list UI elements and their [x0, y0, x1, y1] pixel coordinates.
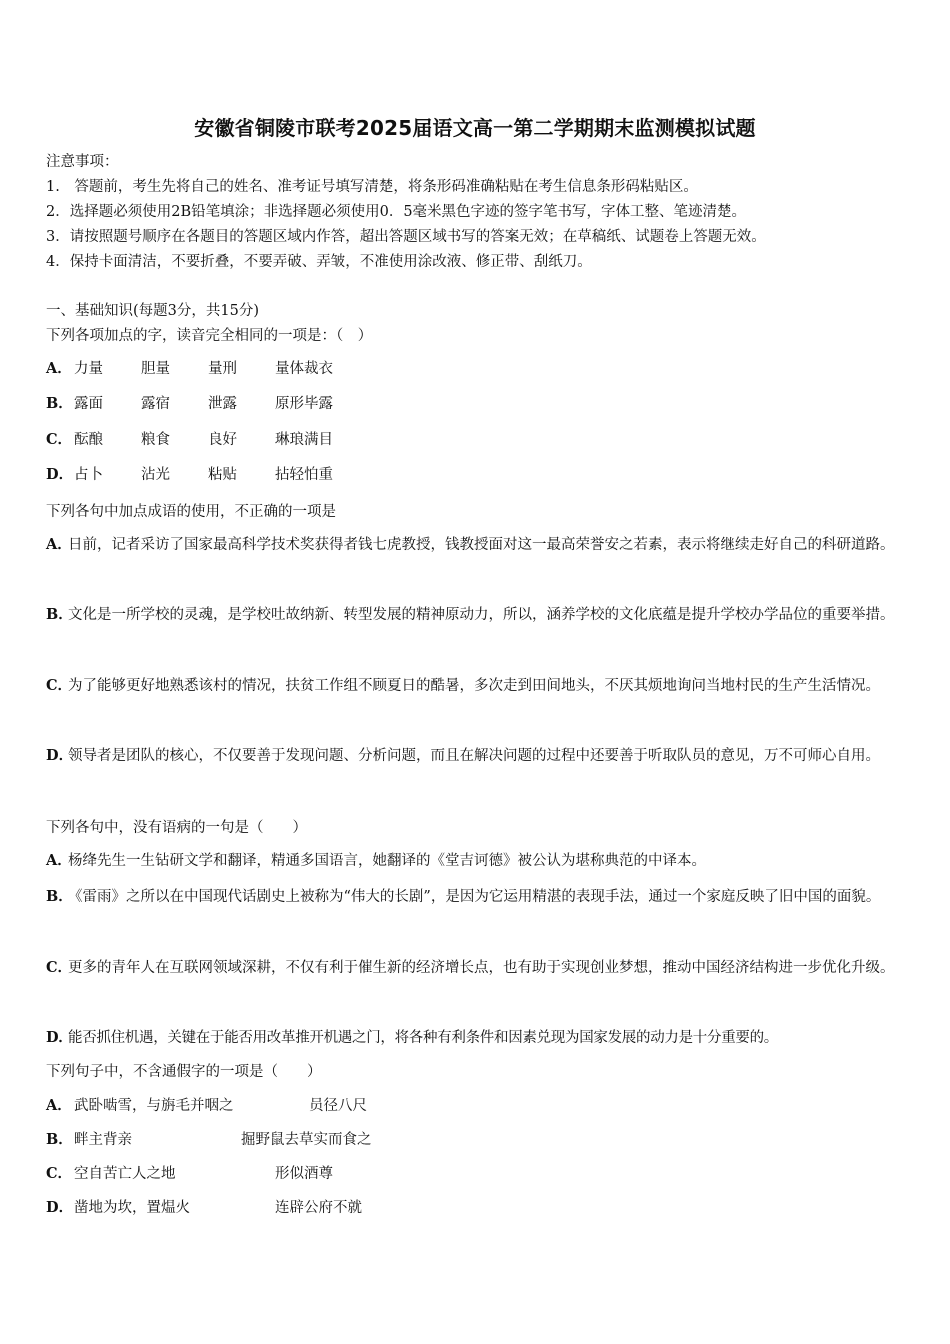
option-row-a	[46, 360, 333, 378]
option-word: 露宿	[141, 396, 170, 412]
option-word: 琳琅满目	[275, 432, 333, 448]
option-row-b	[46, 395, 333, 413]
option-label: D．	[46, 1199, 74, 1216]
notice-heading: 注意事项：	[46, 154, 119, 170]
option-phrase: 掘野鼠去草实而食之	[241, 1132, 372, 1148]
option-text: 日前，记者采访了国家最高科学技术奖获得者钱七虎教授，钱教授面对这一最高荣誉安之若素，表示将继续走好自己的科研道路。	[68, 537, 895, 553]
option-phrase: 武卧啮雪，与旃毛并咽之	[74, 1098, 234, 1114]
option-word: 量体裁衣	[275, 361, 333, 377]
option-row-b	[46, 1131, 372, 1149]
option-label: A．	[46, 852, 72, 869]
option-phrase: 凿地为坎，置煴火	[74, 1200, 190, 1216]
option-label: B．	[46, 1131, 73, 1148]
option-text: 文化是一所学校的灵魂，是学校吐故纳新、转型发展的精神原动力，所以，涵养学校的文化底蕴是提升学校办学品位的重要举措。	[68, 607, 895, 623]
option-text: 更多的青年人在互联网领域深耕，不仅有利于催生新的经济增长点，也有助于实现创业梦想，推动中国经济结构进一步优化升级。	[68, 960, 895, 976]
option-label: B．	[46, 888, 73, 905]
option-label: D．	[46, 747, 74, 764]
option-paragraph-a	[46, 527, 906, 563]
option-paragraph-d	[46, 1020, 906, 1056]
option-word: 原形毕露	[275, 396, 333, 412]
option-paragraph-c	[46, 950, 906, 986]
option-paragraph-b	[46, 597, 906, 633]
option-label: C．	[46, 1165, 73, 1182]
option-word: 胆量	[141, 361, 170, 377]
option-word: 粮食	[141, 432, 170, 448]
option-phrase: 空自苦亡人之地	[74, 1166, 176, 1182]
option-label: A．	[46, 536, 72, 553]
notice-item: 1. 答题前，考生先将自己的姓名、准考证号填写清楚，将条形码准确粘贴在考生信息条形码粘贴区。	[46, 179, 698, 195]
question-stem: 下列各句中，没有语病的一句是（ ）	[46, 820, 307, 836]
option-phrase: 员径八尺	[309, 1098, 367, 1114]
option-row-a	[46, 1097, 367, 1115]
section-heading: 一、基础知识(每题3分，共15分)	[46, 303, 259, 319]
option-row-c	[46, 1165, 333, 1183]
option-row-d	[46, 466, 333, 484]
option-label: D．	[46, 466, 74, 483]
option-label: C．	[46, 431, 73, 448]
notice-item: 4．保持卡面清洁，不要折叠，不要弄破、弄皱，不准使用涂改液、修正带、刮纸刀。	[46, 254, 592, 270]
option-word: 力量	[74, 361, 103, 377]
option-word: 粘贴	[208, 467, 237, 483]
option-word: 拈轻怕重	[275, 467, 333, 483]
question-stem: 下列各句中加点成语的使用，不正确的一项是	[46, 504, 336, 520]
option-phrase: 形似酒尊	[275, 1166, 333, 1182]
option-phrase: 连辟公府不就	[275, 1200, 362, 1216]
option-row-c	[46, 431, 333, 449]
option-text: 为了能够更好地熟悉该村的情况，扶贫工作组不顾夏日的酷暑，多次走到田间地头，不厌其烦地询问当地村民的生产生活情况。	[68, 678, 880, 694]
option-label: D．	[46, 1029, 73, 1046]
option-row-d	[46, 1199, 362, 1217]
option-word: 良好	[208, 432, 237, 448]
option-text: 能否抓住机遇，关键在于能否用改革推开机遇之门，将各种有利条件和因素兑现为国家发展的动力是十分重要的。	[68, 1030, 778, 1046]
option-word: 露面	[74, 396, 103, 412]
option-text: 《雷雨》之所以在中国现代话剧史上被称为“伟大的长剧”，是因为它运用精湛的表现手法，通过一个家庭反映了旧中国的面貌。	[68, 889, 881, 905]
option-paragraph-b	[46, 879, 906, 915]
option-word: 沾光	[141, 467, 170, 483]
page-title: 安徽省铜陵市联考2025届语文高一第二学期期末监测模拟试题	[194, 116, 756, 140]
option-label: A．	[46, 360, 72, 377]
option-word: 泄露	[208, 396, 237, 412]
option-label: A．	[46, 1097, 72, 1114]
option-text: 领导者是团队的核心，不仅要善于发现问题、分析问题，而且在解决问题的过程中还要善于听取队员的意见，万不可师心自用。	[68, 748, 880, 764]
notice-item: 3．请按照题号顺序在各题目的答题区域内作答，超出答题区域书写的答案无效；在草稿纸、试题卷上答题无效。	[46, 229, 766, 245]
option-word: 量刑	[208, 361, 237, 377]
question-stem: 下列句子中，不含通假字的一项是（ ）	[46, 1064, 322, 1080]
option-label: C．	[46, 677, 73, 694]
option-word: 占卜	[74, 467, 103, 483]
option-paragraph-a	[46, 843, 906, 879]
option-label: C．	[46, 959, 73, 976]
question-stem: 下列各项加点的字，读音完全相同的一项是：（ ）	[46, 328, 373, 344]
option-text: 杨绛先生一生钻研文学和翻译，精通多国语言，她翻译的《堂吉诃德》被公认为堪称典范的中译本。	[68, 853, 706, 869]
option-paragraph-d	[46, 738, 906, 774]
option-phrase: 畔主背亲	[74, 1132, 132, 1148]
option-paragraph-c	[46, 668, 906, 704]
notice-item: 2．选择题必须使用2B铅笔填涂；非选择题必须使用0．5毫米黑色字迹的签字笔书写，字体工整、笔迹清楚。	[46, 204, 747, 220]
option-word: 酝酿	[74, 432, 103, 448]
option-label: B．	[46, 606, 73, 623]
option-label: B．	[46, 395, 73, 412]
